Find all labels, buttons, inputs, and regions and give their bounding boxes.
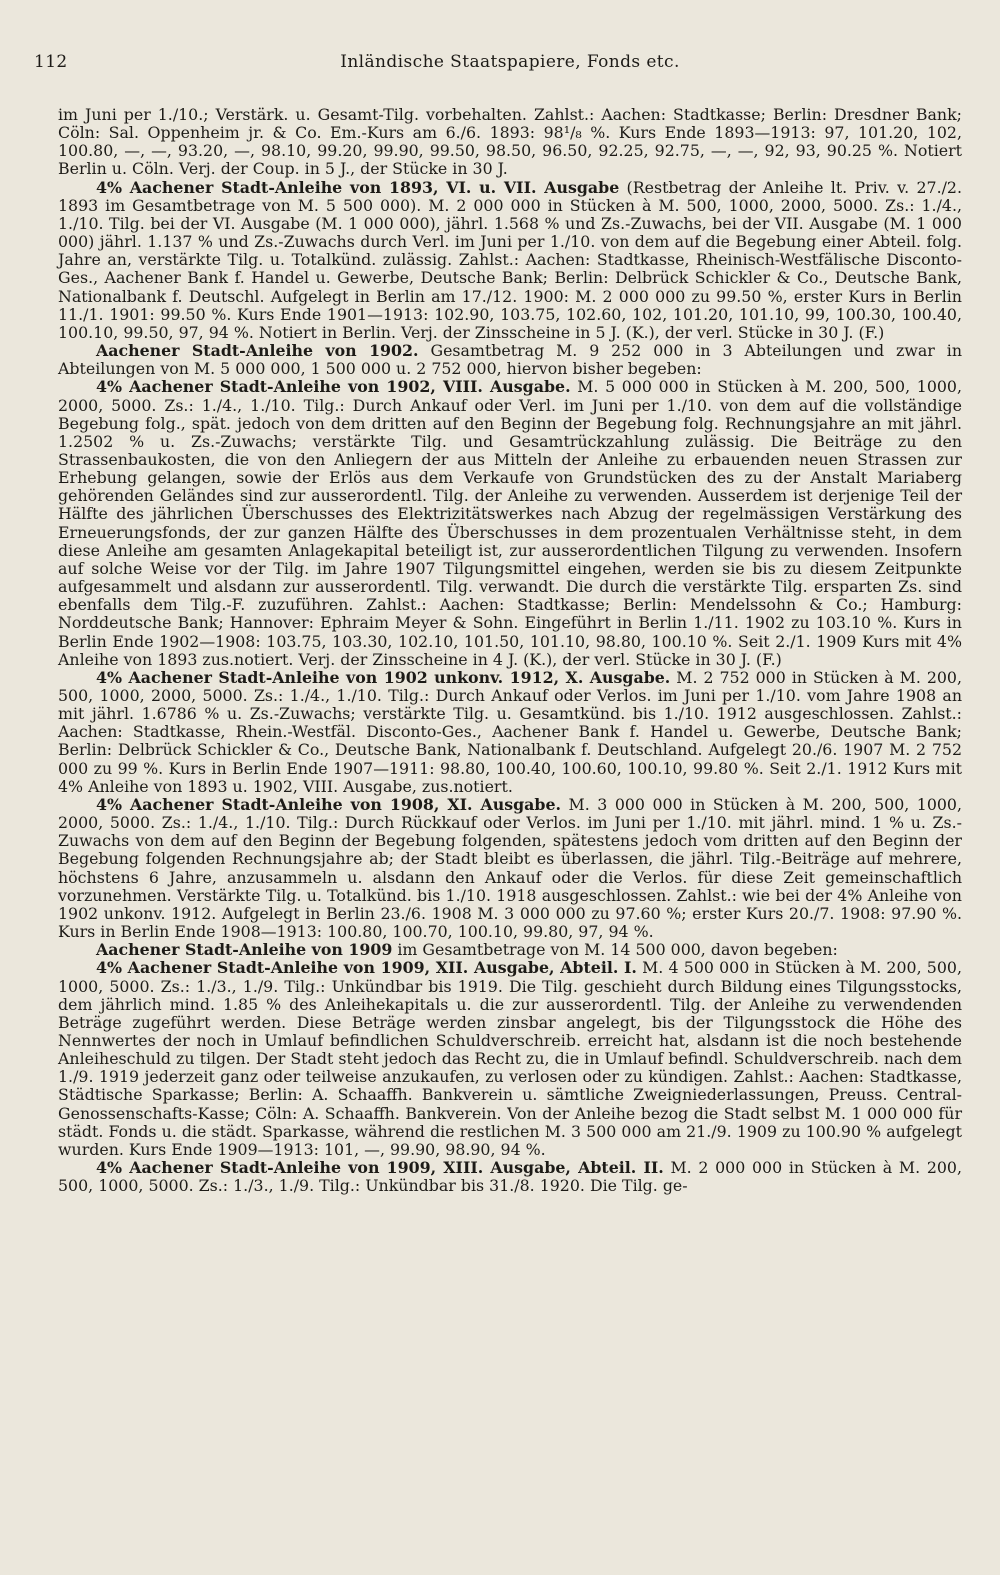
paragraph	[58, 1159, 962, 1195]
paragraph-heading: 4% Aachener Stadt-Anleihe von 1908, XI. Ausgabe.	[96, 794, 562, 814]
paragraph-text: M. 4 500 000 in Stücken à M. 200, 500, 1000, 5000. Zs.: 1./3., 1./9. Tilg.: Unkündbar bis 1919. Die Tilg. geschieht durch Bildung eines Tilgungsstocks, dem jährlich mind. 1.85 % des Anleihekapitals u. die zur ausserordentl. Tilg. der Anleihe zu verwendenden Beträge zugeführt werden. Diese Beträge werden zinsbar angelegt, bis der Tilgungsstock die Höhe des Nennwertes der noch in Umlauf befindlichen Schuldverschreib. erreicht hat, alsdann ist die noch bestehende Anleiheschuld zu tilgen. Der Stadt steht jedoch das Recht zu, die in Umlauf befindl. Schuldverschreib. nach dem 1./9. 1919 jederzeit ganz oder teilweise anzukaufen, zu verlosen oder zu kündigen. Zahlst.: Aachen: Stadtkasse, Städtische Sparkasse; Berlin: A. Schaaffh. Bankverein u. sämtliche Zweigniederlassungen, Preuss. Central-Genossenschafts-Kasse; Cöln: A. Schaaffh. Bankverein. Von der Anleihe bezog die Stadt selbst M. 1 000 000 für städt. Fonds u. die städt. Sparkasse, während die restlichen M. 3 500 000 am 21./9. 1909 zu 100.90 % aufgelegt wurden. Kurs Ende 1909—1913: 101, —, 99.90, 98.90, 94 %.	[58, 958, 962, 1159]
paragraph-heading: 4% Aachener Stadt-Anleihe von 1909, XIII. Ausgabe, Abteil. II.	[96, 1158, 664, 1178]
paragraph	[58, 796, 962, 941]
body-text	[58, 106, 962, 1195]
paragraph-heading: Aachener Stadt-Anleihe von 1909	[96, 940, 393, 960]
paragraph-text: M. 2 000 000 in Stücken à M. 200, 500, 1000, 5000. Zs.: 1./3., 1./9. Tilg.: Unkündbar bis 31./8. 1920. Die Tilg. ge-	[58, 1158, 962, 1196]
paragraph	[58, 378, 962, 669]
paragraph-heading: 4% Aachener Stadt-Anleihe von 1893, VI. u. VII. Ausgabe	[96, 177, 620, 197]
page-header	[34, 52, 962, 86]
paragraph-text: Gesamtbetrag M. 9 252 000 in 3 Abteilungen und zwar in Abteilungen von M. 5 000 000, 1 500 000 u. 2 752 000, hiervon bisher begeben:	[58, 341, 963, 379]
paragraph	[58, 179, 962, 342]
paragraph-heading: 4% Aachener Stadt-Anleihe von 1909, XII. Ausgabe, Abteil. I.	[96, 958, 637, 978]
paragraph	[58, 959, 962, 1159]
paragraph-text: M. 5 000 000 in Stücken à M. 200, 500, 1000, 2000, 5000. Zs.: 1./4., 1./10. Tilg.: Durch Ankauf oder Verl. im Juni per 1./10. von dem auf die vollständige Begebung folg., spät. jedoch von dem dritten auf den Beginn der Begebung folg. Rechnungsjahre an mit jährl. 1.2502 % u. Zs.-Zuwachs; verstärkte Tilg. und Gesamtrückzahlung zulässig. Die Beiträge zu den Strassenbaukosten, die von den Anliegern der aus Mitteln der Anleihe zu erbauenden neuen Strassen zur Erhebung gelangen, sowie der Erlös aus dem Verkaufe von Grundstücken des zu der Anstalt Mariaberg gehörenden Geländes sind zur ausserordentl. Tilg. der Anleihe zu verwenden. Ausserdem ist derjenige Teil der Hälfte des jährlichen Überschusses des Elektrizitätswerkes nach Abzug der regelmässigen Verstärkung des Erneuerungsfonds, der zur ganzen Hälfte des Überschusses in dem prozentualen Verhältnisse steht, in dem diese Anleihe am gesamten Anlagekapital beteiligt ist, zur ausserordentlichen Tilgung zu verwenden. Insofern auf solche Weise vor der Tilg. im Jahre 1907 Tilgungsmittel eingehen, werden sie bis zu diesem Zeitpunkte aufgesammelt und alsdann zur ausserordentl. Tilg. verwandt. Die durch die verstärkte Tilg. ersparten Zs. sind ebenfalls dem Tilg.-F. zuzuführen. Zahlst.: Aachen: Stadtkasse; Berlin: Mendelssohn & Co.; Hamburg: Norddeutsche Bank; Hannover: Ephraim Meyer & Sohn. Eingeführt in Berlin 1./11. 1902 zu 103.10 %. Kurs in Berlin Ende 1902—1908: 103.75, 103.30, 102.10, 101.50, 101.10, 98.80, 100.10 %. Seit 2./1. 1909 Kurs mit 4% Anleihe von 1893 zus.notiert. Verj. der Zinsscheine in 4 J. (K.), der verl. Stücke in 30 J. (F.)	[58, 377, 962, 669]
paragraph	[58, 106, 962, 179]
paragraph-text: im Juni per 1./10.; Verstärk. u. Gesamt-Tilg. vorbehalten. Zahlst.: Aachen: Stadtkasse; Berlin: Dresdner Bank; Cöln: Sal. Oppenheim jr. & Co. Em.-Kurs am 6./6. 1893: 98¹/₈ %. Kurs Ende 1893—1913: 97, 101.20, 102, 100.80, —, —, 93.20, —, 98.10, 99.20, 99.90, 99.50, 98.50, 96.50, 92.25, 92.75, —, —, 92, 93, 90.25 %. Notiert Berlin u. Cöln. Verj. der Coup. in 5 J., der Stücke in 30 J.	[58, 105, 962, 179]
paragraph	[58, 342, 962, 378]
paragraph-text: M. 2 752 000 in Stücken à M. 200, 500, 1000, 2000, 5000. Zs.: 1./4., 1./10. Tilg.: Durch Ankauf oder Verlos. im Juni per 1./10. vom Jahre 1908 an mit jährl. 1.6786 % u. Zs.-Zuwachs; verstärkte Tilg. u. Gesamtkünd. bis 1./10. 1912 ausgeschlossen. Zahlst.: Aachen: Stadtkasse, Rhein.-Westfäl. Disconto-Ges., Aachener Bank f. Handel u. Gewerbe, Deutsche Bank; Berlin: Delbrück Schickler & Co., Deutsche Bank, Nationalbank f. Deutschland. Aufgelegt 20./6. 1907 M. 2 752 000 zu 99 %. Kurs in Berlin Ende 1907—1911: 98.80, 100.40, 100.60, 100.10, 99.80 %. Seit 2./1. 1912 Kurs mit 4% Anleihe von 1893 u. 1902, VIII. Ausgabe, zus.notiert.	[58, 667, 962, 796]
page-number: 112	[34, 52, 68, 72]
paragraph-heading: 4% Aachener Stadt-Anleihe von 1902 unkonv. 1912, X. Ausgabe.	[96, 667, 671, 687]
paragraph-text: (Restbetrag der Anleihe lt. Priv. v. 27./2. 1893 im Gesamtbetrage von M. 5 500 000). M. 2 000 000 in Stücken à M. 500, 1000, 2000, 5000. Zs.: 1./4., 1./10. Tilg. bei der VI. Ausgabe (M. 1 000 000), jährl. 1.568 % und Zs.-Zuwachs, bei der VII. Ausgabe (M. 1 000 000) jährl. 1.137 % und Zs.-Zuwachs durch Verl. im Juni per 1./10. von dem auf die Begebung einer Abteil. folg. Jahre an, verstärkte Tilg. u. Totalkünd. zulässig. Zahlst.: Aachen: Stadtkasse, Rheinisch-Westfälische Disconto-Ges., Aachener Bank f. Handel u. Gewerbe, Deutsche Bank; Berlin: Delbrück Schickler & Co., Deutsche Bank, Nationalbank f. Deutschl. Aufgelegt in Berlin am 17./12. 1900: M. 2 000 000 zu 99.50 %, erster Kurs in Berlin 11./1. 1901: 99.50 %. Kurs Ende 1901—1913: 102.90, 103.75, 102.60, 102, 101.20, 101.10, 99, 100.30, 100.40, 100.10, 99.50, 97, 94 %. Notiert in Berlin. Verj. der Zinsscheine in 5 J. (K.), der verl. Stücke in 30 J. (F.)	[58, 177, 962, 342]
paragraph-heading: 4% Aachener Stadt-Anleihe von 1902, VIII. Ausgabe.	[96, 377, 571, 397]
paragraph-text: im Gesamtbetrage von M. 14 500 000, davon begeben:	[392, 940, 838, 960]
paragraph-text: M. 3 000 000 in Stücken à M. 200, 500, 1000, 2000, 5000. Zs.: 1./4., 1./10. Tilg.: Durch Rückkauf oder Verlos. im Juni per 1./10. mit jährl. mind. 1 % u. Zs.-Zuwachs von dem auf den Beginn der Begebung folgenden, spätestens jedoch vom dritten auf den Beginn der Begebung folgenden Rechnungsjahre ab; der Stadt bleibt es überlassen, die jährl. Tilg.-Beiträge auf mehrere, höchstens 6 Jahre, anzusammeln u. alsdann den Ankauf oder die Verlos. für diese Zeit gemeinschaftlich vorzunehmen. Verstärkte Tilg. u. Totalkünd. bis 1./10. 1918 ausgeschlossen. Zahlst.: wie bei der 4% Anleihe von 1902 unkonv. 1912. Aufgelegt in Berlin 23./6. 1908 M. 3 000 000 zu 97.60 %; erster Kurs 20./7. 1908: 97.90 %. Kurs in Berlin Ende 1908—1913: 100.80, 100.70, 100.10, 99.80, 97, 94 %.	[58, 794, 963, 942]
running-title: Inländische Staatspapiere, Fonds etc.	[340, 52, 680, 72]
paragraph	[58, 669, 962, 796]
paragraph-heading: Aachener Stadt-Anleihe von 1902.	[96, 341, 419, 361]
paragraph	[58, 941, 962, 959]
